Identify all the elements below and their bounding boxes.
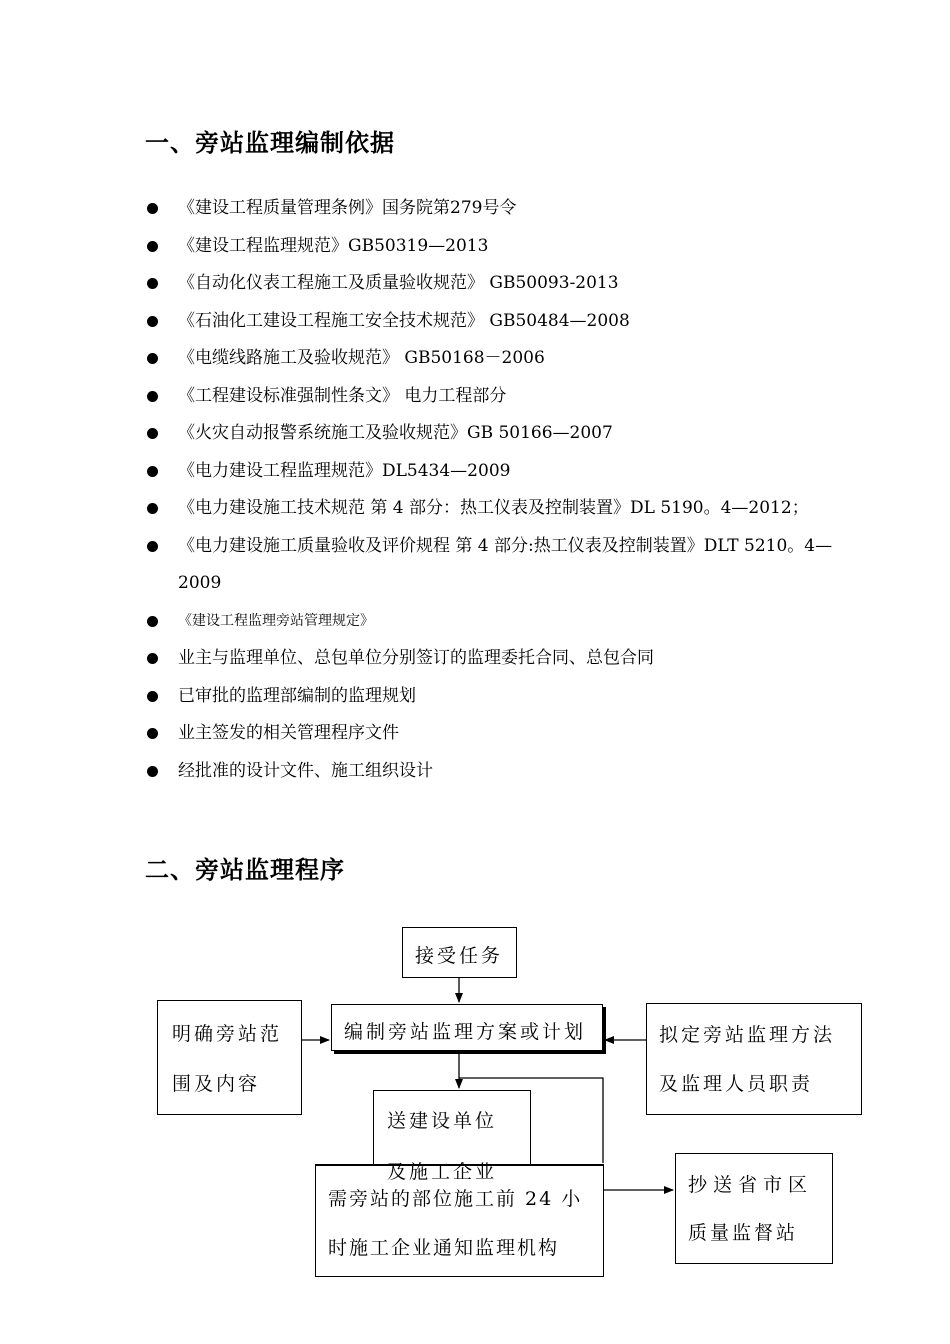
list-item: 《电力建设工程监理规范》DL5434—2009 (145, 453, 845, 491)
flow-box-copy-quality-station (675, 1153, 833, 1264)
section1-title: 一、旁站监理编制依据 (145, 129, 395, 157)
flow-label: 抄送省市区 (688, 1174, 814, 1196)
list-item: 《建设工程质量管理条例》国务院第279号令 (145, 190, 845, 228)
list-item: 业主与监理单位、总包单位分别签订的监理委托合同、总包合同 (145, 640, 845, 678)
list-item: 《石油化工建设工程施工安全技术规范》 GB50484—2008 (145, 303, 845, 341)
section2-title: 二、旁站监理程序 (145, 856, 345, 884)
flow-label: 围及内容 (172, 1073, 261, 1095)
flow-box-notify-supervisor (315, 1164, 604, 1277)
flow-label: 送建设单位 (387, 1110, 498, 1132)
list-item: 《自动化仪表工程施工及质量验收规范》 GB50093-2013 (145, 265, 845, 303)
flow-box-define-method (646, 1003, 862, 1115)
list-item: 已审批的监理部编制的监理规划 (145, 678, 845, 716)
list-item: 《建设工程监理旁站管理规定》 (145, 603, 845, 641)
flow-label: 编制旁站监理方案或计划 (344, 1021, 587, 1043)
list-item: 经批准的设计文件、施工组织设计 (145, 753, 845, 791)
flow-box-define-scope (157, 1000, 302, 1115)
flow-label: 拟定旁站监理方法 (659, 1024, 836, 1046)
flow-label: 质量监督站 (688, 1222, 799, 1244)
list-item: 业主签发的相关管理程序文件 (145, 715, 845, 753)
flow-label: 时施工企业通知监理机构 (328, 1237, 560, 1259)
list-item: 《电力建设施工质量验收及评价规程 第 4 部分:热工仪表及控制装置》DLT 5210。4—2009 (145, 528, 845, 603)
list-item: 《建设工程监理规范》GB50319—2013 (145, 228, 845, 266)
list-item: 《工程建设标准强制性条文》 电力工程部分 (145, 378, 845, 416)
list-item: 《火灾自动报警系统施工及验收规范》GB 50166—2007 (145, 415, 845, 453)
flow-box-send-to-owner (373, 1090, 531, 1183)
flow-box-accept-task (402, 927, 517, 978)
flow-label: 及监理人员职责 (659, 1073, 814, 1095)
flow-label: 需旁站的部位施工前 24 小 (328, 1188, 583, 1210)
list-item: 《电力建设施工技术规范 第 4 部分：热工仪表及控制装置》DL 5190。4—2012； (145, 490, 845, 528)
flow-label: 接受任务 (415, 945, 504, 967)
flow-label: 明确旁站范 (172, 1023, 283, 1045)
flow-label: 及施工企业 (387, 1161, 498, 1183)
list-item: 《电缆线路施工及验收规范》 GB50168－2006 (145, 340, 845, 378)
flow-box-compile-plan (331, 1004, 603, 1051)
